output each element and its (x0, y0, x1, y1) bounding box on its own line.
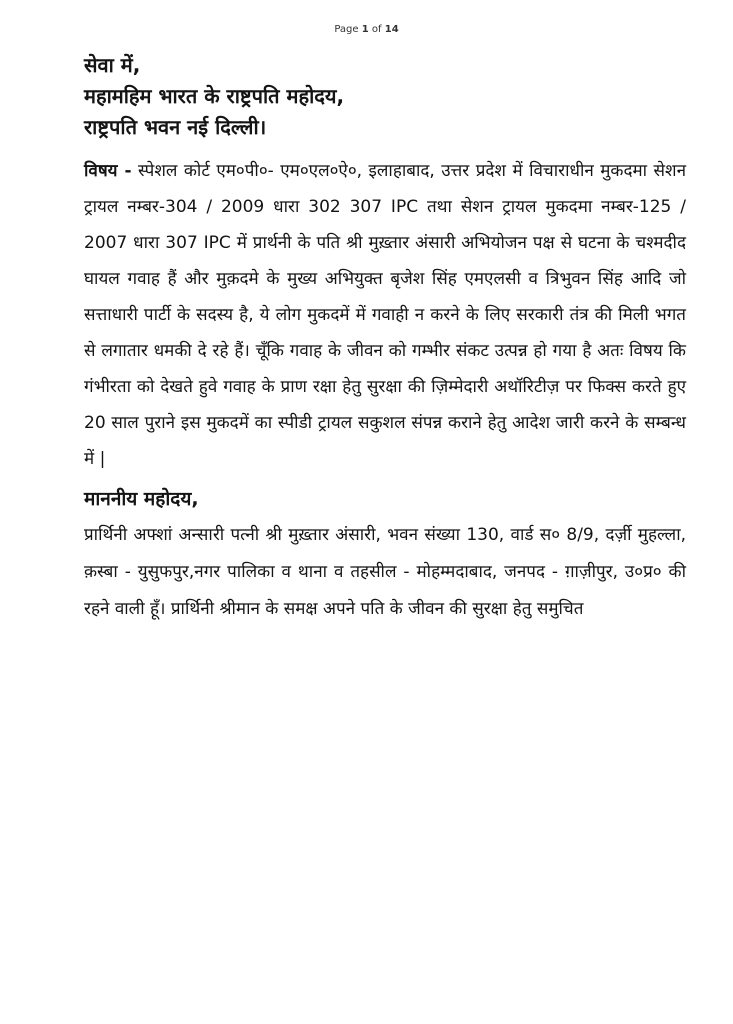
subject-paragraph (84, 153, 686, 477)
letter-content (84, 50, 686, 628)
page-number (0, 24, 733, 35)
subject-label: विषय - (84, 161, 132, 181)
page-of: of (371, 24, 382, 35)
page-label: Page (334, 24, 359, 35)
page-total: 14 (384, 24, 399, 35)
subject-text: स्पेशल कोर्ट एम०पी०- एम०एल०ऐ०, इलाहाबाद, उत्तर प्रदेश में विचाराधीन मुकदमा सेशन ट्रायल नम्बर-304 / 2009 धारा 302 307 IPC तथा सेशन ट्रायल मुकदमा नम्बर-125 / 2007 धारा 307 IPC में प्रार्थनी के पति श्री मुख़्तार अंसारी अभियोजन पक्ष से घटना के चश्मदीद घायल गवाह हैं और मुक़दमे के मुख्य अभियुक्त बृजेश सिंह एमएलसी व त्रिभुवन सिंह आदि जो सत्ताधारी पार्टी के सदस्य है, ये लोग मुकदमें में गवाही न करने के लिए सरकारी तंत्र की मिली भगत से लगातार धमकी दे रहे हैं। चूँकि गवाह के जीवन को गम्भीर संकट उत्पन्न हो गया है अतः विषय कि गंभीरता को देखते हुवे गवाह के प्राण रक्षा हेतु सुरक्षा की ज़िम्मेदारी अथॉरिटीज़ पर फिक्स करते हुए 20 साल पुराने इस मुकदमें का स्पीडी ट्रायल सकुशल संपन्न कराने हेतु आदेश जारी करने के सम्बन्ध में | (84, 161, 687, 469)
recipient-address (84, 50, 686, 143)
address-line-1: सेवा में, (84, 53, 141, 77)
body-paragraph: प्रार्थिनी अफ्शां अन्सारी पत्नी श्री मुख़्तार अंसारी, भवन संख्या 130, वार्ड स० 8/9, दर्ज़ी मुहल्ला, क़स्बा - युसुफपुर,नगर पालिका व थाना व तहसील - मोहम्मदाबाद, जनपद - ग़ाज़ीपुर, उ०प्र० की रहने वाली हूँ। प्रार्थिनी श्रीमान के समक्ष अपने पति के जीवन की सुरक्षा हेतु समुचित (84, 525, 686, 619)
address-line-3: राष्ट्रपति भवन नई दिल्ली। (84, 115, 267, 139)
salutation: माननीय महोदय, (84, 488, 199, 510)
page-current: 1 (361, 24, 369, 35)
address-line-2: महामहिम भारत के राष्ट्रपति महोदय, (84, 84, 345, 108)
